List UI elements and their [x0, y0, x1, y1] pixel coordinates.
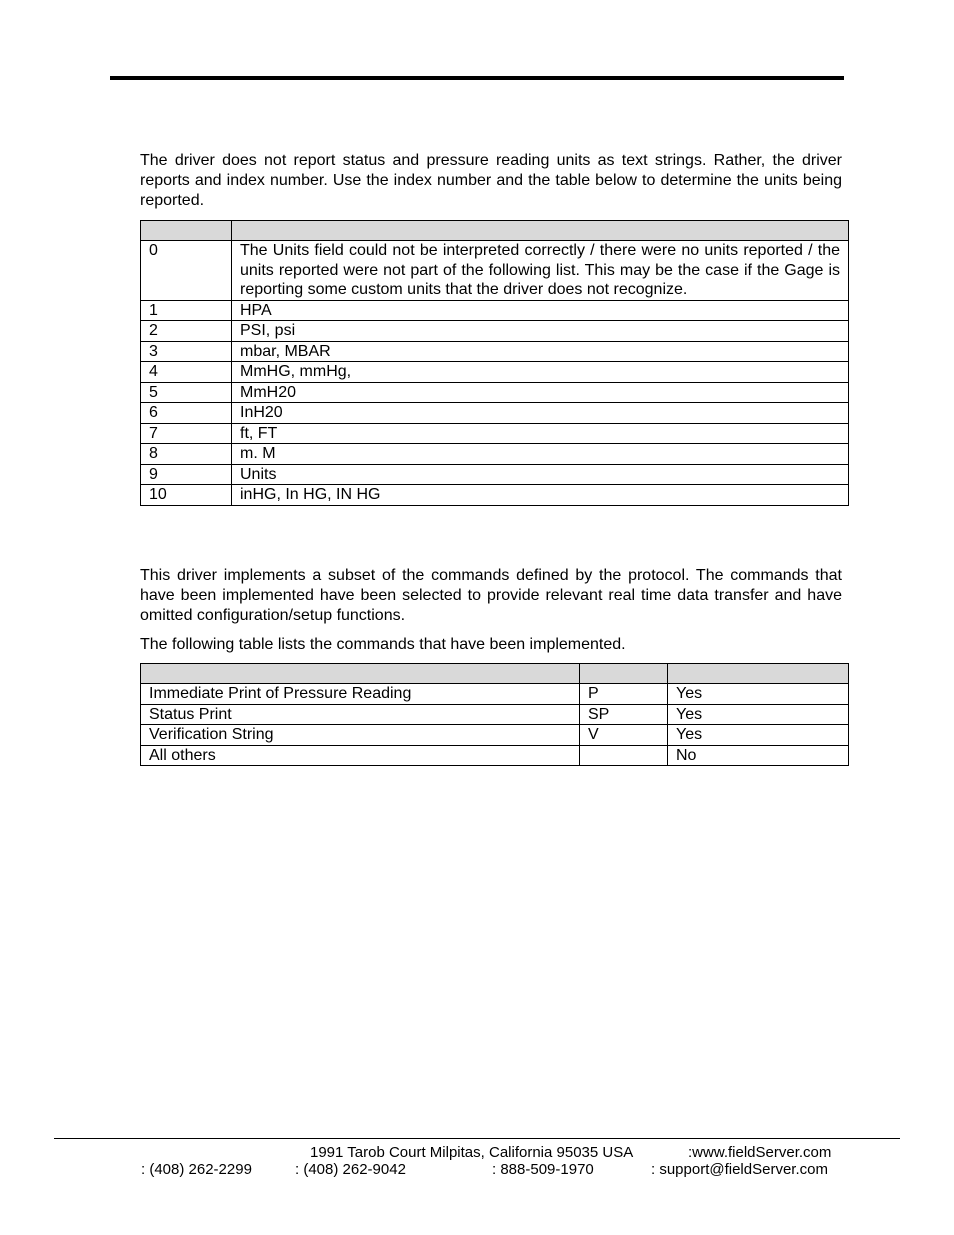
table-row — [141, 341, 849, 362]
table-row — [141, 241, 849, 301]
implemented-cell: Yes — [668, 684, 849, 705]
table-row — [141, 464, 849, 485]
units-cell: MmH20 — [232, 382, 849, 403]
commands-intro: The following table lists the commands that have been implemented. — [140, 636, 626, 653]
code-cell: P — [580, 684, 668, 705]
code-cell — [580, 745, 668, 766]
footer-fax: : (408) 262-9042 — [295, 1161, 406, 1178]
units-cell: m. M — [232, 444, 849, 465]
units-cell: The Units field could not be interpreted correctly / there were no units reported / the units reported were not part of the following list. This may be the case if the Gage is reporting some custom units that the driver does not recognize. — [232, 241, 849, 301]
index-cell: 9 — [141, 464, 232, 485]
table-row — [141, 423, 849, 444]
implemented-cell: No — [668, 745, 849, 766]
command-cell: Verification String — [141, 725, 580, 746]
units-cell: InH20 — [232, 403, 849, 424]
table-row — [141, 403, 849, 424]
code-cell: SP — [580, 704, 668, 725]
commands-table-header — [141, 664, 849, 684]
units-cell: HPA — [232, 300, 849, 321]
command-cell: Immediate Print of Pressure Reading — [141, 684, 580, 705]
footer-rule — [54, 1138, 900, 1139]
index-cell: 2 — [141, 321, 232, 342]
footer-phone: : (408) 262-2299 — [141, 1161, 252, 1178]
index-cell: 7 — [141, 423, 232, 444]
units-table-header — [141, 221, 849, 241]
index-cell: 0 — [141, 241, 232, 301]
footer-website[interactable]: :www.fieldServer.com — [688, 1144, 832, 1161]
code-cell: V — [580, 725, 668, 746]
index-cell: 3 — [141, 341, 232, 362]
commands-paragraph: This driver implements a subset of the commands defined by the protocol. The commands that have been implemented have been selected to provide relevant real time data transfer and have omitted configuration/setup functions. — [140, 567, 842, 624]
table-row — [141, 725, 849, 746]
footer-email[interactable]: : support@fieldServer.com — [651, 1161, 828, 1178]
units-cell: MmHG, mmHg, — [232, 362, 849, 383]
footer-address: 1991 Tarob Court Milpitas, California 95035 USA — [310, 1144, 634, 1161]
table-row — [141, 485, 849, 506]
index-cell: 8 — [141, 444, 232, 465]
command-cell: All others — [141, 745, 580, 766]
units-cell: PSI, psi — [232, 321, 849, 342]
intro-paragraph: The driver does not report status and pressure reading units as text strings. Rather, the driver reports and index number. Use the index number and the table below to determine the units being reported. — [140, 152, 842, 209]
index-cell: 4 — [141, 362, 232, 383]
table-row — [141, 382, 849, 403]
command-cell: Status Print — [141, 704, 580, 725]
implemented-cell: Yes — [668, 725, 849, 746]
table-row — [141, 444, 849, 465]
table-row — [141, 300, 849, 321]
table-row — [141, 362, 849, 383]
units-table — [140, 220, 849, 506]
units-cell: ft, FT — [232, 423, 849, 444]
table-row — [141, 321, 849, 342]
units-cell: mbar, MBAR — [232, 341, 849, 362]
footer-toll-free: : 888-509-1970 — [492, 1161, 594, 1178]
units-cell: Units — [232, 464, 849, 485]
table-row — [141, 684, 849, 705]
index-cell: 5 — [141, 382, 232, 403]
index-cell: 1 — [141, 300, 232, 321]
table-row — [141, 704, 849, 725]
index-cell: 10 — [141, 485, 232, 506]
units-cell: inHG, In HG, IN HG — [232, 485, 849, 506]
index-cell: 6 — [141, 403, 232, 424]
header-rule — [110, 76, 844, 80]
table-row — [141, 745, 849, 766]
commands-table — [140, 663, 849, 766]
implemented-cell: Yes — [668, 704, 849, 725]
